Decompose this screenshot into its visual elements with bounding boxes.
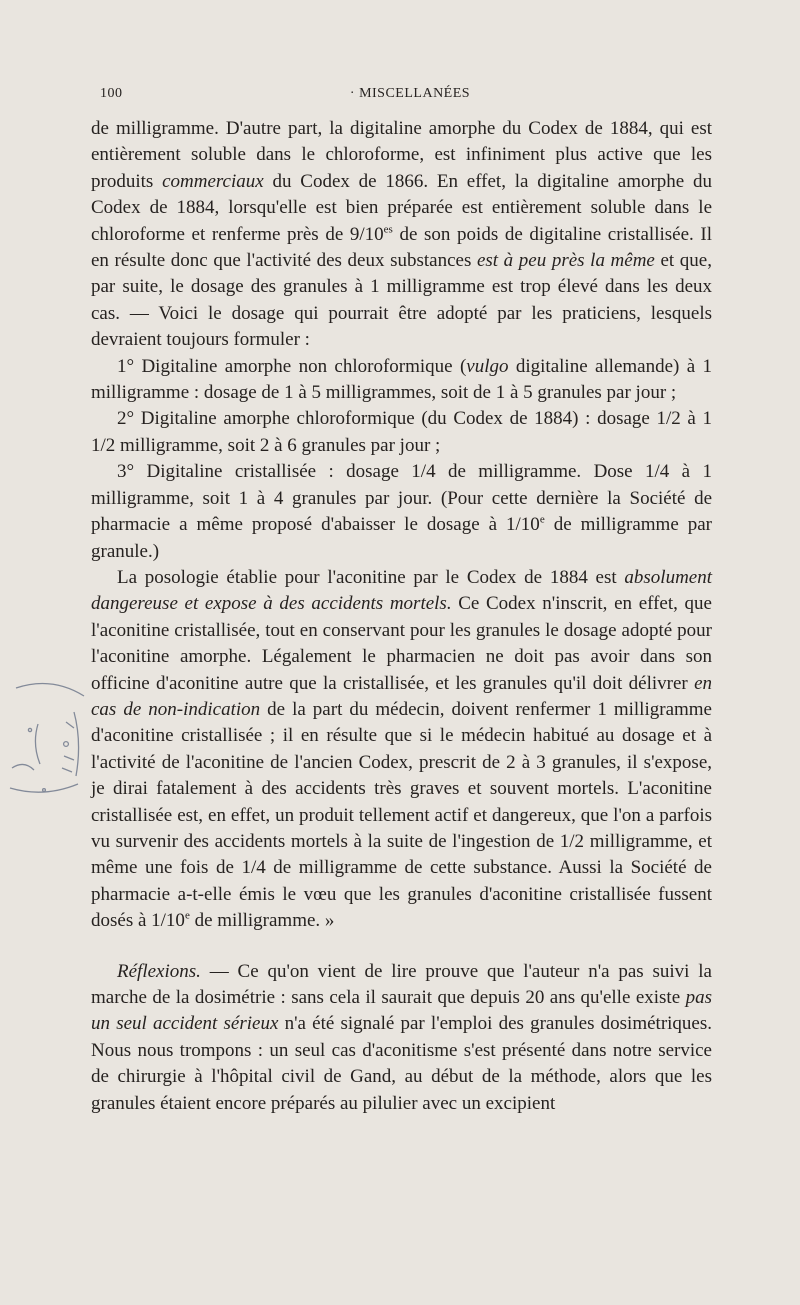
text-run: digitaline allemande) à 1 milligramme : dosage de 1 à 5 milligrammes, soit de 1 à 5 granules par jour ; <box>91 355 712 404</box>
italic-text: vulgo <box>466 355 509 377</box>
text-run: La posologie établie pour l'aconitine par le Codex de 1884 est <box>117 566 625 588</box>
page-number: 100 <box>100 86 123 101</box>
italic-text: pas un seul accident sérieux <box>91 987 712 1035</box>
body-text <box>91 116 712 1117</box>
text-run: — Ce qu'on vient de lire prouve que l'auteur n'a pas suivi la marche de la dosimétrie : sans cela il saurait que depuis 20 ans qu'elle existe <box>91 960 712 1008</box>
page-header <box>100 86 720 106</box>
text-run: 3° Digitaline cristallisée : dosage 1/4 de milligramme. Dose 1/4 à 1 milligramme, soit 1 à 4 granules par jour. (Pour cette dernière la Société de pharmacie a même proposé d'abaisser le dosage à 1/10 <box>91 461 712 536</box>
italic-text: Réflexions. <box>117 960 201 982</box>
text-run: de milligramme. » <box>189 910 335 932</box>
text-run: de la part du médecin, doivent renfermer 1 milligramme d'aconitine cristallisée ; il en résulte que si le médecin habitué au dosage et à l'activité de l'aconitine de l'ancien Codex, prescrit de 2 à 3 granules, il s'expose, je dirai fatalement à des accidents très graves et souvent mortels. L'aconitine cristallisée est, en effet, un produit tellement actif et dangereux, que l'on a parfois vu survenir des accidents mortels à la suite de l'ingestion de 1/2 milligramme, et même une fois de 1/4 de milligramme de cette substance. Aussi la Société de pharmacie a-t-elle émis le vœu que les granules d'aconitine cristallisée fussent dosés à 1/10 <box>91 698 712 932</box>
paragraph <box>91 459 712 565</box>
italic-text: absolument dangereuse et expose à des accidents mortels. <box>91 566 712 615</box>
text-run: de milligramme. D'autre part, la digitaline amorphe du Codex de 1884, qui est entièrement soluble dans le chloroforme, est infiniment plus active que les produits <box>91 118 712 192</box>
italic-text: commerciaux <box>162 170 264 192</box>
paragraph <box>91 959 712 1117</box>
paragraph <box>91 406 712 459</box>
text-run: du Codex de 1866. En effet, la digitaline amorphe du Codex de 1884, lorsqu'elle est bien préparée est entièrement soluble dans le chloroforme et renferme près de 9/10 <box>91 170 713 245</box>
italic-text: en cas de non-indication <box>91 672 712 720</box>
italic-text: est à peu près la même <box>476 250 655 272</box>
text-run: de milligramme par granule.) <box>91 514 712 562</box>
text-run: 2° Digitaline amorphe chloroformique (du Codex de 1884) : dosage 1/2 à 1 1/2 milligramme, soit 2 à 6 granules par jour ; <box>91 408 712 456</box>
text-run: et que, par suite, le dosage des granules à 1 milligramme est trop élevé dans les deux cas. — Voici le dosage qui pourrait être adopté par les praticiens, lesquels devraient toujours formuler : <box>91 250 712 351</box>
stamp-seal-icon <box>4 672 86 802</box>
superscript: e <box>184 909 190 922</box>
library-stamp <box>4 672 86 802</box>
text-run: 1° Digitaline amorphe non chloroformique ( <box>117 355 467 377</box>
text-run: Ce Codex n'inscrit, en effet, que l'aconitine cristallisée, tout en conservant pour les granules le dosage adopté pour l'aconitine amorphe. Légalement le pharmacien ne doit pas avoir dans son officine d'aconitine autre que la cristallisée, et les granules qu'il doit délivrer <box>91 593 712 694</box>
text-run: de son poids de digitaline cristallisée. Il en résulte donc que l'activité des deux substances <box>91 223 713 272</box>
paragraph <box>91 116 712 354</box>
running-head: · MISCELLANÉES <box>349 86 471 101</box>
superscript: e <box>539 513 545 526</box>
paragraph <box>91 565 712 935</box>
superscript: es <box>383 223 393 236</box>
paragraph <box>91 354 712 407</box>
text-run: n'a été signalé par l'emploi des granules dosimétriques. Nous nous trompons : un seul cas d'aconitisme s'est présenté dans notre service de chirurgie à l'hôpital civil de Gand, au début de la méthode, alors que les granules étaient encore préparés au pilulier avec un excipient <box>91 1013 712 1114</box>
